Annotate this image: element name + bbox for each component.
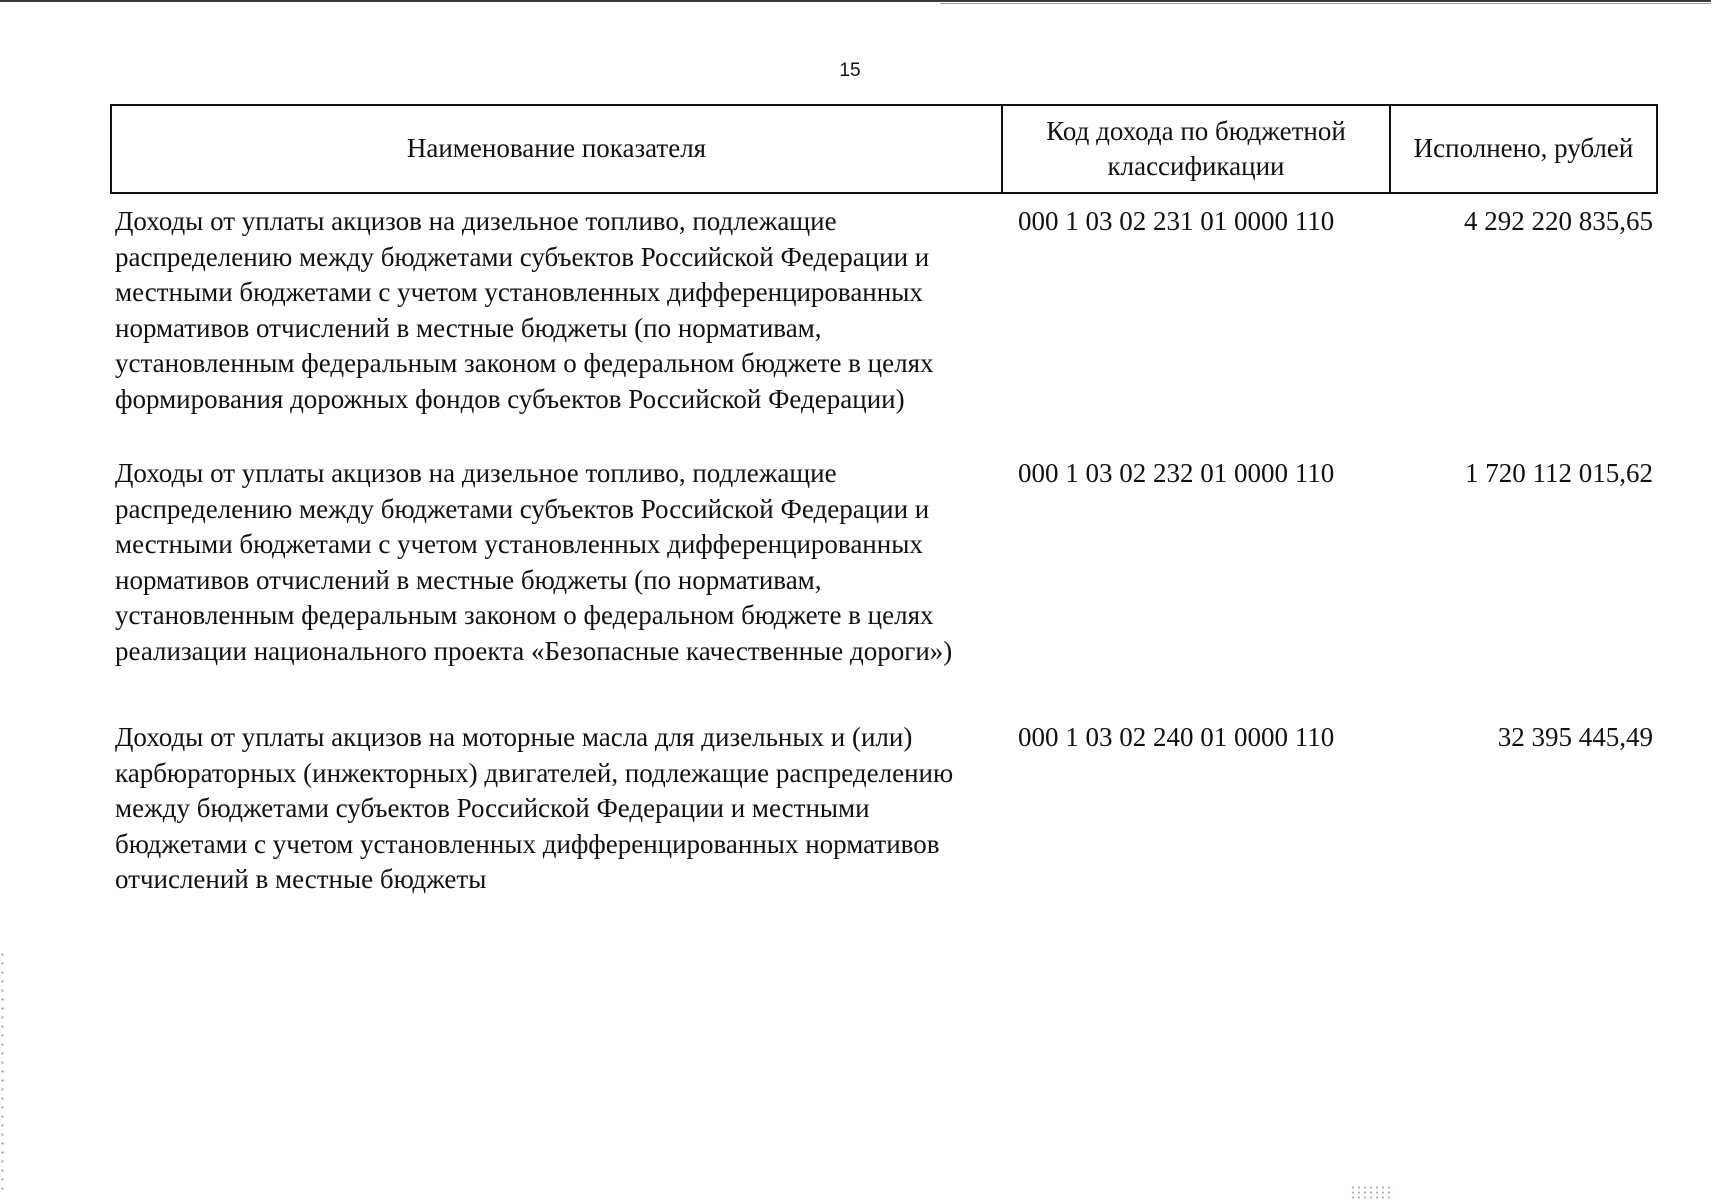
header-budget-code: Код дохода по бюджетной классификации (1002, 105, 1390, 193)
table-row (111, 456, 1657, 720)
executed-amount: 4 292 220 835,65 (1464, 206, 1653, 236)
scan-edge-line (940, 3, 1711, 4)
scan-edge (0, 0, 1711, 2)
indicator-name: Доходы от уплаты акцизов на дизельное топливо, подлежащие распределению между бюджетами субъектов Российской Федерации и местными бюджетами с учетом установленных дифференцированных нормативов отчислений в местные бюджеты (по нормативам, установленным федеральным законом о федеральном бюджете в целях реализации национального проекта «Безопасные качественные дороги») (115, 458, 953, 666)
budget-code: 000 1 03 02 232 01 0000 110 (1018, 458, 1335, 488)
header-executed-amount: Исполнено, рублей (1390, 105, 1657, 193)
scan-specks (0, 950, 6, 1190)
header-indicator-name: Наименование показателя (111, 105, 1002, 193)
table-header-row (111, 105, 1657, 193)
executed-amount: 1 720 112 015,62 (1465, 458, 1653, 488)
indicator-name: Доходы от уплаты акцизов на моторные масла для дизельных и (или) карбюраторных (инжекторных) двигателей, подлежащие распределению между бюджетами субъектов Российской Федерации и местными бюджетами с учетом установленных дифференцированных нормативов отчислений в местные бюджеты (115, 722, 954, 894)
table-row (111, 720, 1657, 920)
scan-smudge (1350, 1185, 1394, 1199)
indicator-name: Доходы от уплаты акцизов на дизельное топливо, подлежащие распределению между бюджетами субъектов Российской Федерации и местными бюджетами с учетом установленных дифференцированных нормативов отчислений в местные бюджеты (по нормативам, установленным федеральным законом о федеральном бюджете в целях формирования дорожных фондов субъектов Российской Федерации) (115, 206, 934, 414)
revenue-table (110, 104, 1658, 920)
budget-code: 000 1 03 02 231 01 0000 110 (1018, 206, 1335, 236)
budget-code: 000 1 03 02 240 01 0000 110 (1018, 722, 1335, 752)
executed-amount: 32 395 445,49 (1497, 722, 1653, 752)
table-row (111, 193, 1657, 456)
page-number: 15 (839, 60, 861, 81)
